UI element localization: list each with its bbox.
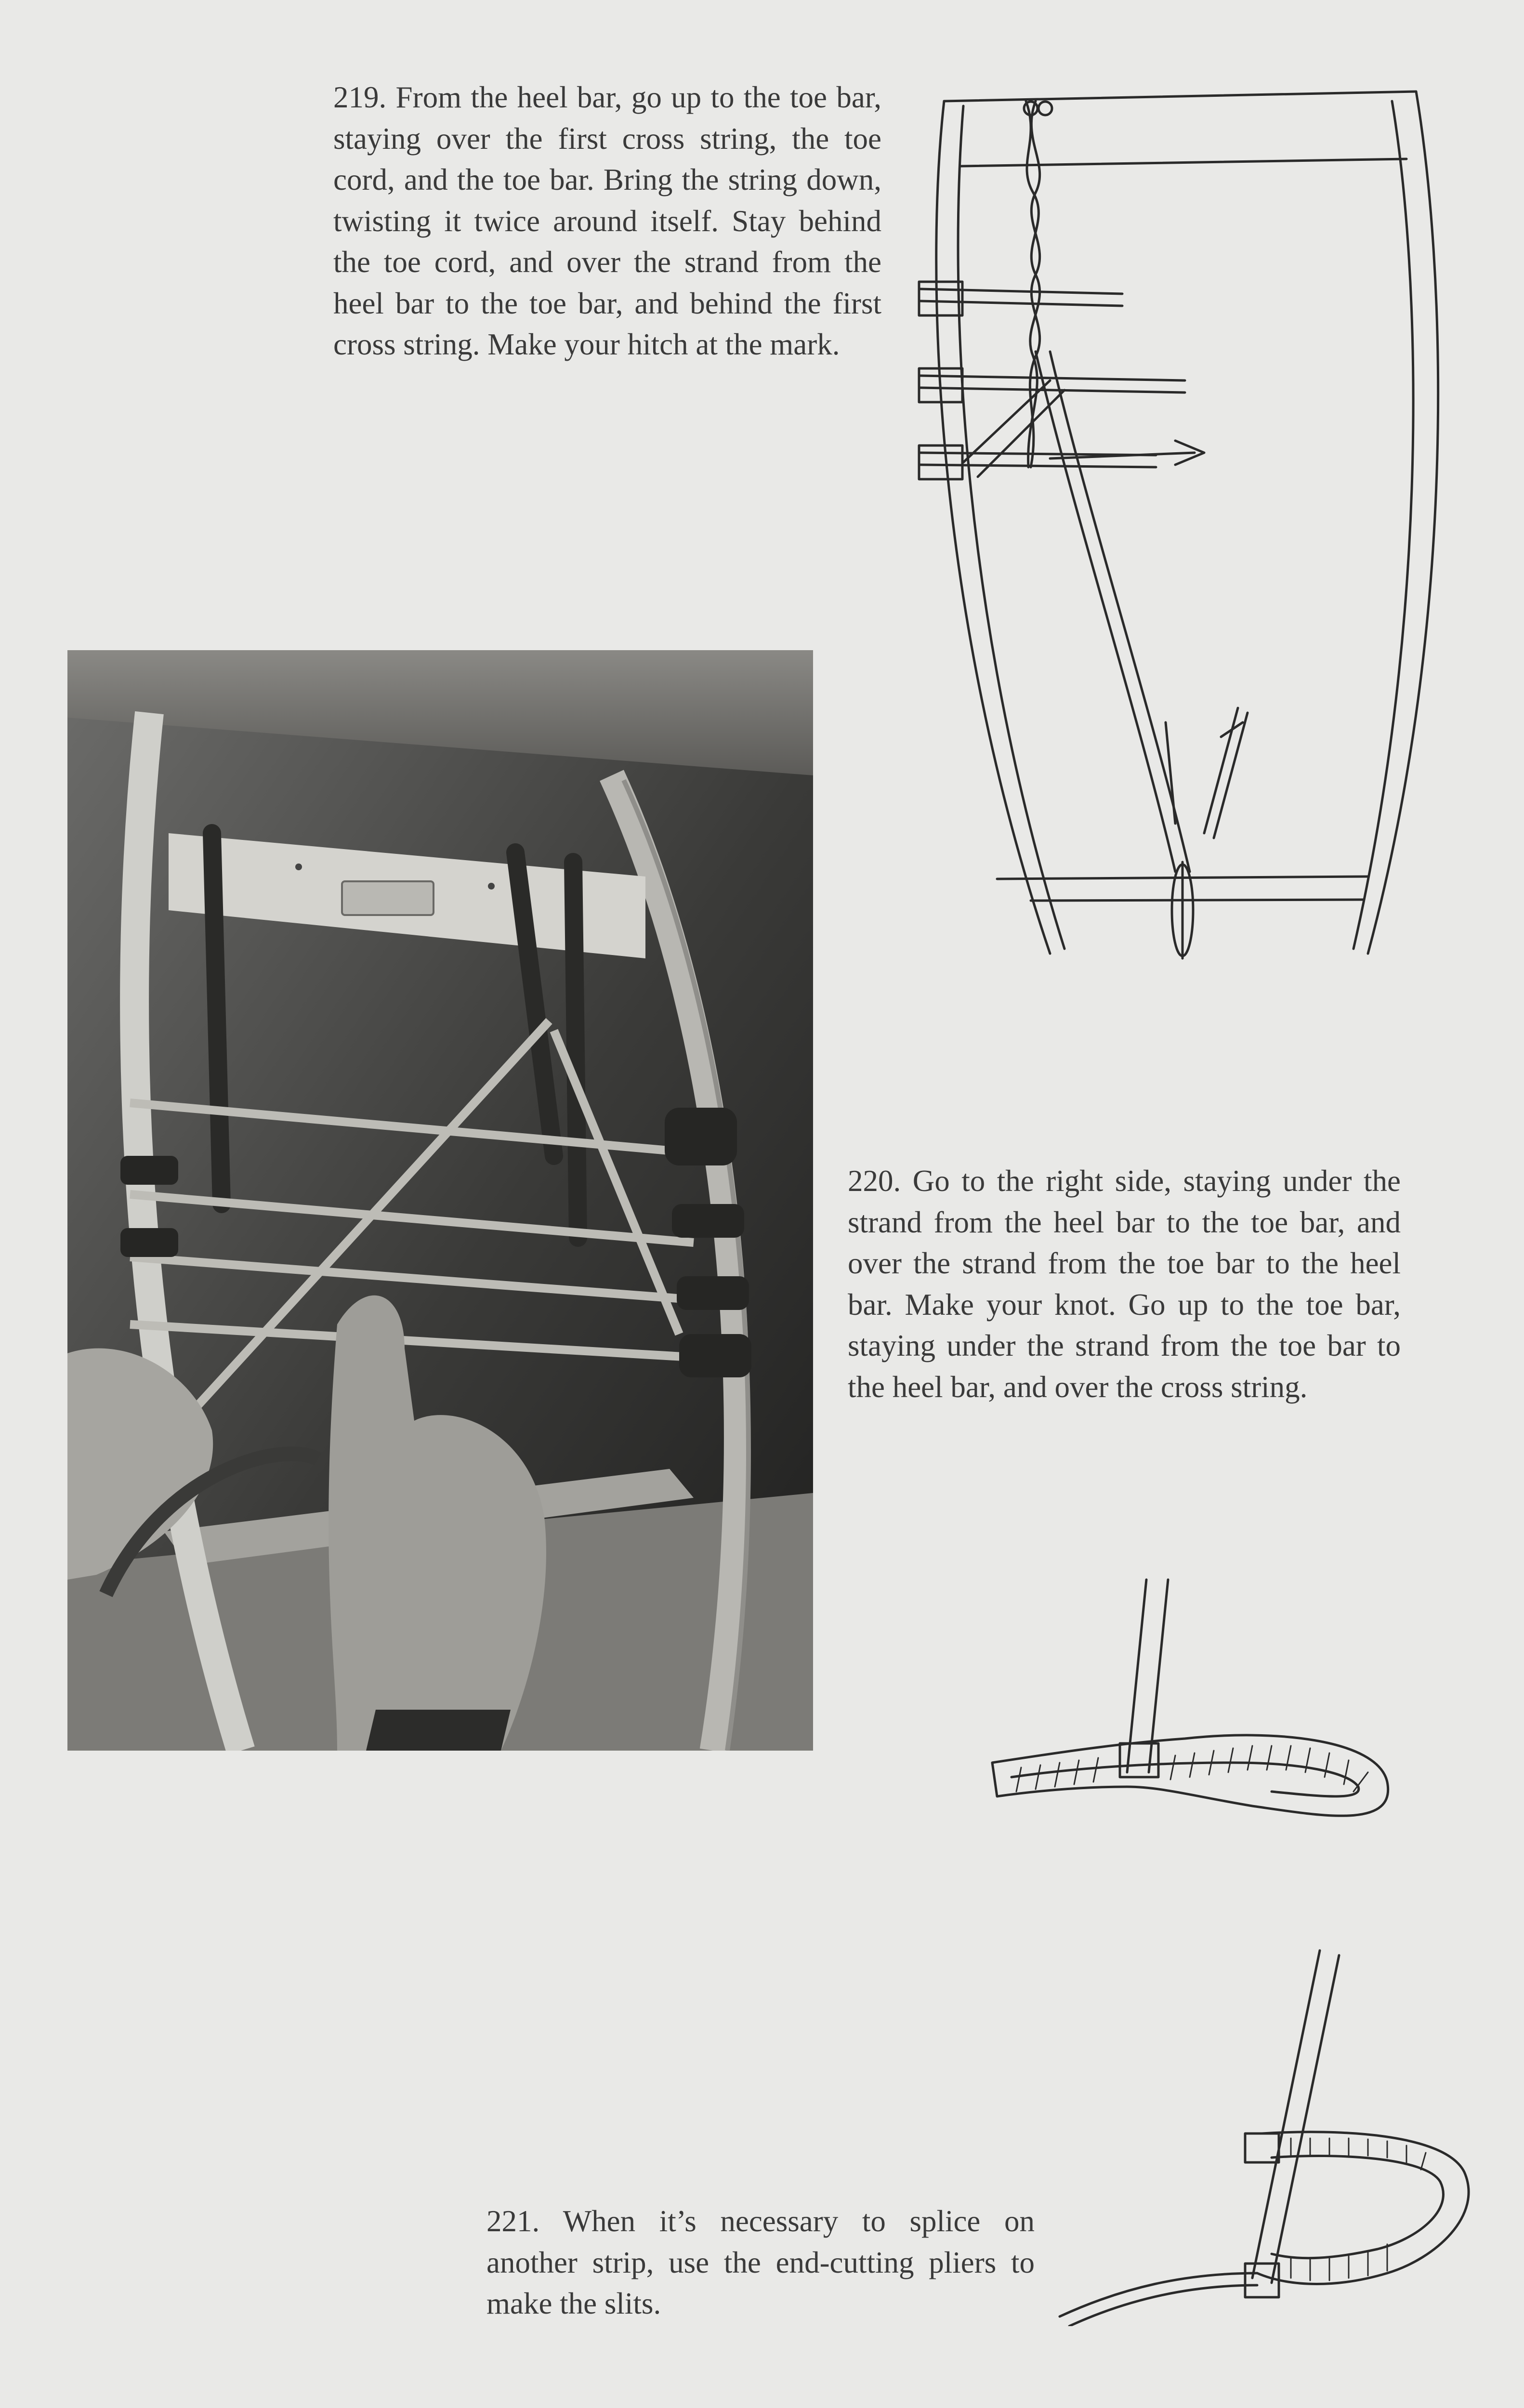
splice-loop-diagram [1050,1941,1484,2326]
strip-slit-diagram [983,1570,1406,1849]
caption-221: 221. When it’s necessary to splice on another strip, use the end-cutting pliers to make the slits. [486,2204,1035,2320]
lacing-diagram-toe-bar [906,82,1474,963]
photo-lacing-snowshoe [67,650,813,1751]
caption-220: 220. Go to the right side, staying under the strand from the heel bar to the toe bar, and over the strand from the toe bar to the heel bar. Make your knot. Go up to the toe bar, staying under the strand from the toe bar to the heel bar, and over the cross string. [848,1164,1401,1404]
caption-219: 219. From the heel bar, go up to the toe bar, staying over the first cross string, the toe cord, and the toe bar. Bring the string down, twisting it twice around itself. Stay behind the toe cord, and over the strand from the heel bar to the toe bar, and behind the first cross string. Make your hitch at the mark. [333,80,881,361]
